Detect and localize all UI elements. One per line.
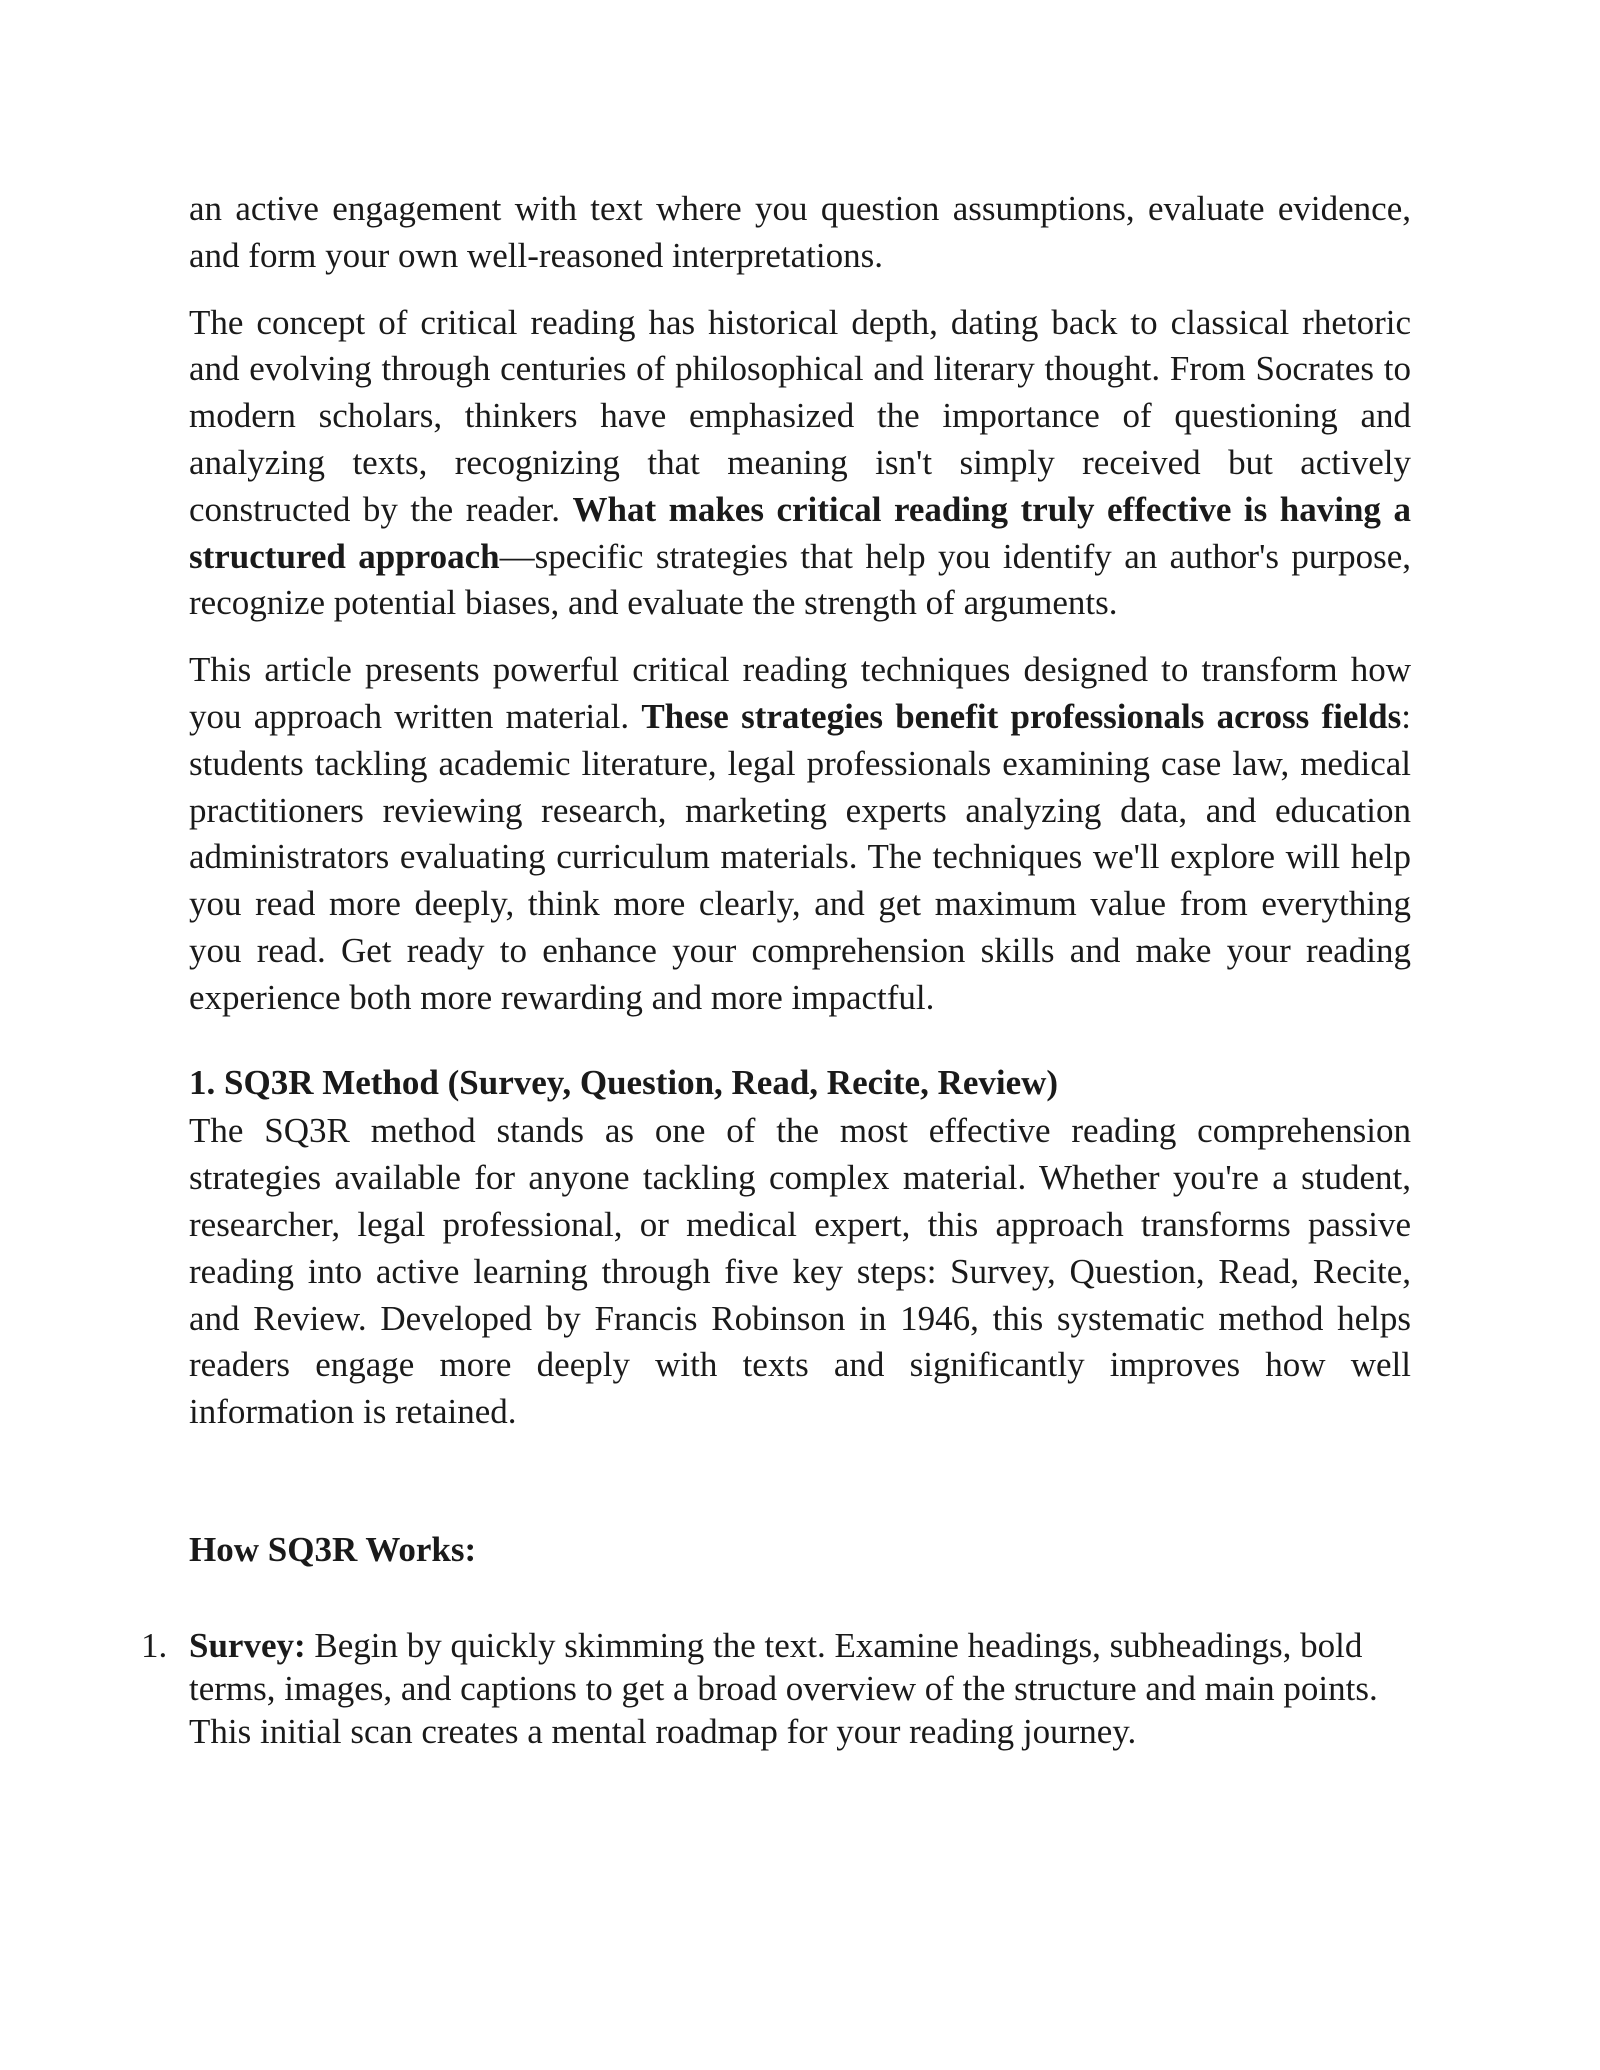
steps-list xyxy=(141,1624,1411,1753)
paragraph-text: This article presents powerful critical reading techniques designed to transform how you approach written material. xyxy=(189,650,1411,736)
article-overview-paragraph xyxy=(189,647,1411,1021)
list-item xyxy=(141,1624,1411,1753)
spacer xyxy=(189,1436,1411,1527)
history-paragraph xyxy=(189,300,1411,628)
document-page xyxy=(141,186,1411,1753)
intro-paragraph-continued xyxy=(189,186,1411,280)
paragraph-text: The concept of critical reading has historical depth, dating back to classical rhetoric and evolving through centuries of philosophical and literary thought. From Socrates to modern scholars, thinkers have emphasized the importance of questioning and analyzing texts, recognizing that meaning isn't simply received but actively constructed by the reader. xyxy=(189,302,1411,529)
section-body-paragraph xyxy=(189,1108,1411,1436)
paragraph-text: —specific strategies that help you identify an author's purpose, recognize potential biases, and evaluate the strength of arguments. xyxy=(189,536,1411,623)
emphasis-text: What makes critical reading truly effective is having a structured approach xyxy=(189,489,1411,576)
step-label: Survey: xyxy=(189,1625,306,1665)
list-marker: 1. xyxy=(141,1625,168,1665)
step-text: Begin by quickly skimming the text. Examine headings, subheadings, bold terms, images, and captions to get a broad overview of the structure and main points. This initial scan creates a mental roadmap for your reading journey. xyxy=(189,1625,1378,1751)
paragraph-text: The SQ3R method stands as one of the most effective reading comprehension strategies available for anyone tackling complex material. Whether you're a student, researcher, legal professional, or medical expert, this approach transforms passive reading into active learning through five key steps: Survey, Question, Read, Recite, and Review. Developed by Francis Robinson in 1946, this systematic method helps readers engage more deeply with texts and significantly improves how well information is retained. xyxy=(189,1111,1411,1432)
subsection-heading: How SQ3R Works: xyxy=(189,1529,477,1569)
paragraph-text: an active engagement with text where you question assumptions, evaluate evidence, and form your own well-reasoned interpretations. xyxy=(189,189,1411,275)
paragraph-text: : students tackling academic literature, legal professionals examining case law, medical practitioners reviewing research, marketing experts analyzing data, and education administrators evaluating curriculum materials. The techniques we'll explore will help you read more deeply, think more clearly, and get maximum value from everything you read. Get ready to enhance your comprehension skills and make your reading experience both more rewarding and more impactful. xyxy=(189,696,1411,1017)
section-heading: 1. SQ3R Method (Survey, Question, Read, Recite, Review) xyxy=(189,1062,1059,1102)
emphasis-text: These strategies benefit professionals across fields xyxy=(641,696,1402,736)
